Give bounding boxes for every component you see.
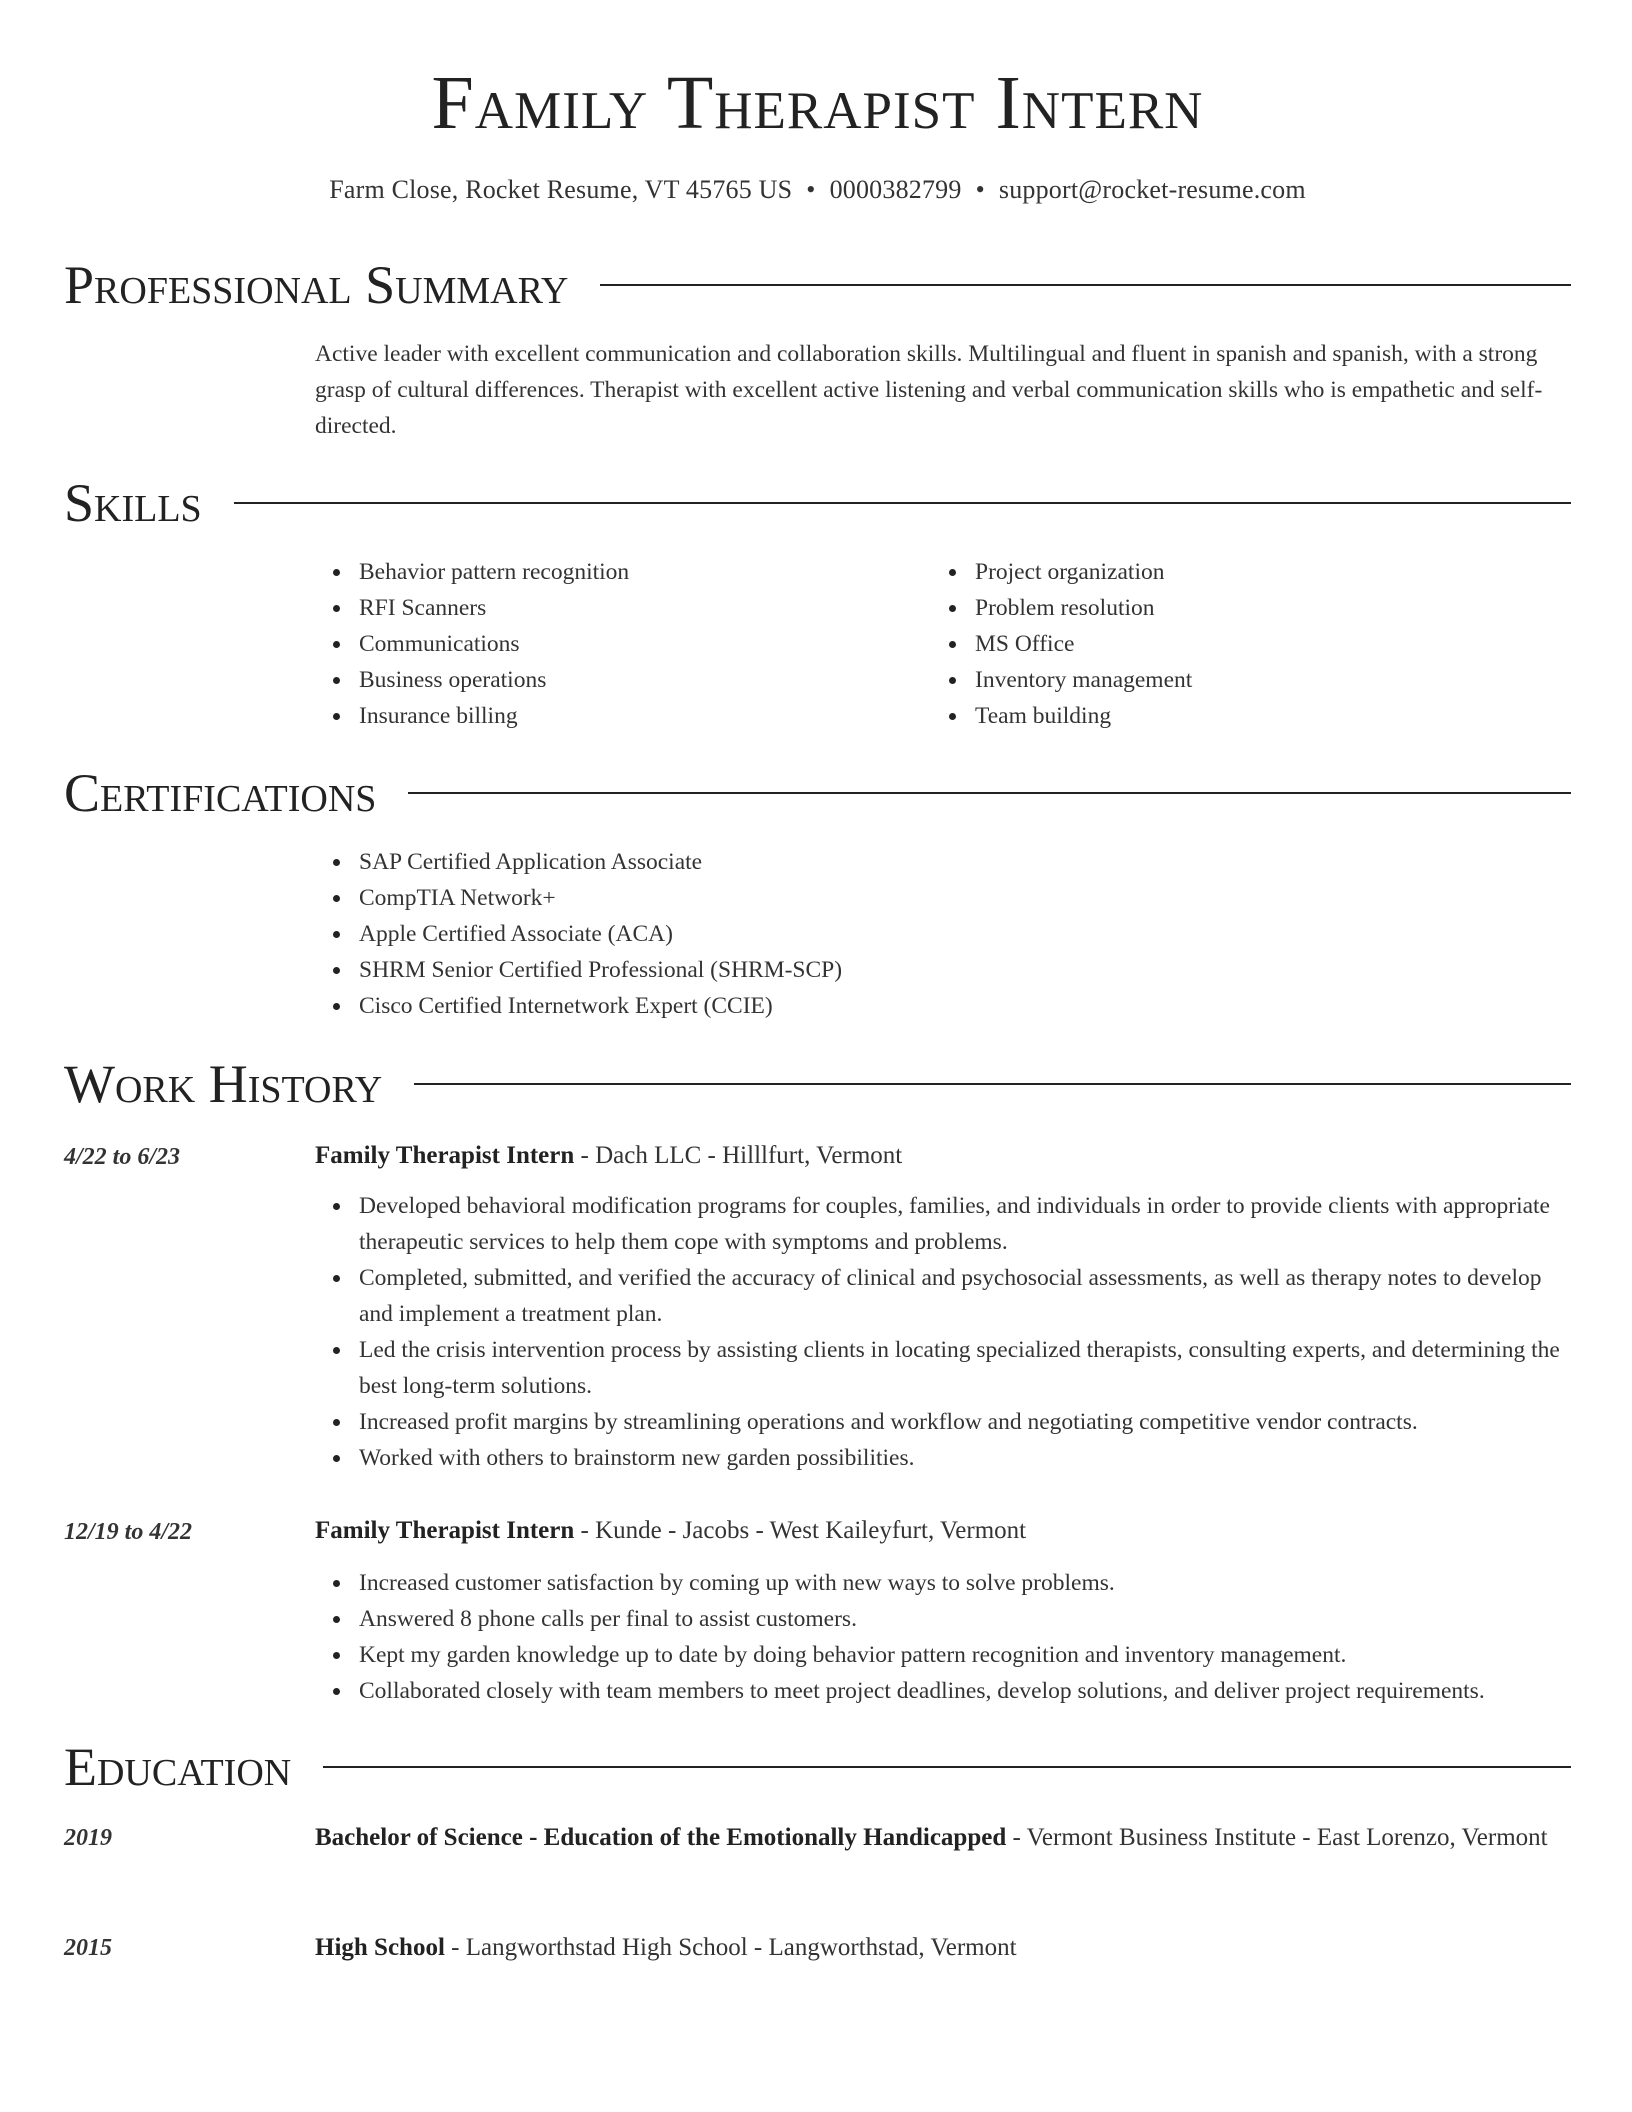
resume-name: Family Therapist Intern — [431, 61, 1204, 145]
section-divider — [600, 284, 1571, 286]
skills-heading — [64, 472, 1571, 534]
education-heading — [64, 1736, 1571, 1798]
job-bullet: Developed behavioral modification programs for couples, families, and individuals in order to provide clients with appropriate therapeutic services to help them cope with symptoms and problems. — [359, 1188, 1571, 1260]
section-divider — [414, 1083, 1571, 1085]
job-bullet: Increased profit margins by streamlining operations and workflow and negotiating competitive vendor contracts. — [359, 1404, 1571, 1440]
skills-title: Skills — [64, 473, 202, 533]
education-heading-line — [315, 1928, 1571, 1968]
certification-item: SHRM Senior Certified Professional (SHRM-SCP) — [359, 952, 1571, 988]
certifications-heading — [64, 762, 1571, 824]
education-year: 2019 — [64, 1825, 112, 1851]
skill-item: MS Office — [975, 626, 1547, 662]
skills-list — [315, 554, 1571, 734]
certification-item: CompTIA Network+ — [359, 880, 1571, 916]
job-dates: 4/22 to 6/23 — [64, 1144, 181, 1170]
contact-phone: 0000382799 — [829, 175, 962, 204]
contact-email: support@rocket-resume.com — [998, 175, 1306, 204]
education-school: - Langworthstad High School - Langworthstad, Vermont — [444, 1934, 1017, 1961]
job-bullet: Led the crisis intervention process by assisting clients in locating specialized therapists, consulting experts, and determining the best long-term solutions. — [359, 1332, 1571, 1404]
skill-item: Communications — [359, 626, 931, 662]
skill-item: Problem resolution — [975, 590, 1547, 626]
job-bullet: Kept my garden knowledge up to date by doing behavior pattern recognition and inventory management. — [359, 1637, 1571, 1673]
contact-line — [64, 172, 1571, 208]
section-divider — [408, 792, 1571, 794]
job-bullet: Answered 8 phone calls per final to assist customers. — [359, 1601, 1571, 1637]
skills-column-right — [931, 554, 1547, 734]
section-divider — [323, 1766, 1571, 1768]
job-heading — [315, 1136, 1571, 1176]
certifications-list — [315, 844, 1571, 1024]
certifications-title: Certifications — [64, 763, 377, 823]
job-bullet: Collaborated closely with team members to meet project deadlines, develop solutions, and deliver project requirements. — [359, 1673, 1571, 1709]
job-role: Family Therapist Intern — [315, 1142, 575, 1169]
job-employer: - Dach LLC - Hilllfurt, Vermont — [574, 1142, 903, 1169]
summary-text: Active leader with excellent communication and collaboration skills. Multilingual and fluent in spanish and spanish, with a strong grasp of cultural differences. Therapist with excellent active listening and verbal communication skills who is empathetic and self-directed. — [315, 341, 1543, 439]
summary-title: Professional Summary — [64, 255, 569, 315]
job-entry — [315, 1136, 1571, 1476]
education-year: 2015 — [64, 1935, 112, 1961]
education-title: Education — [64, 1737, 292, 1797]
skill-item: Insurance billing — [359, 698, 931, 734]
job-role: Family Therapist Intern — [315, 1517, 575, 1544]
job-entry — [315, 1511, 1571, 1709]
job-bullet: Increased customer satisfaction by coming up with new ways to solve problems. — [359, 1565, 1571, 1601]
contact-separator: • — [975, 175, 985, 204]
work-history-heading — [64, 1053, 1571, 1115]
skill-item: RFI Scanners — [359, 590, 931, 626]
skill-item: Business operations — [359, 662, 931, 698]
certification-item: Cisco Certified Internetwork Expert (CCIE) — [359, 988, 1571, 1024]
education-heading-line — [315, 1818, 1571, 1858]
job-employer: - Kunde - Jacobs - West Kaileyfurt, Vermont — [574, 1517, 1027, 1544]
contact-separator: • — [806, 175, 816, 204]
summary-heading — [64, 254, 1571, 316]
skill-item: Behavior pattern recognition — [359, 554, 931, 590]
skills-column-left — [315, 554, 931, 734]
education-school: - Vermont Business Institute - East Lorenzo, Vermont — [1006, 1824, 1548, 1851]
job-bullet: Worked with others to brainstorm new garden possibilities. — [359, 1440, 1571, 1476]
skill-item: Team building — [975, 698, 1547, 734]
certification-item: SAP Certified Application Associate — [359, 844, 1571, 880]
job-heading — [315, 1511, 1571, 1551]
education-degree: Bachelor of Science - Education of the Emotionally Handicapped — [315, 1824, 1007, 1851]
certification-item: Apple Certified Associate (ACA) — [359, 916, 1571, 952]
work-history-title: Work History — [64, 1054, 383, 1114]
education-degree: High School — [315, 1934, 445, 1961]
skill-item: Project organization — [975, 554, 1547, 590]
job-dates: 12/19 to 4/22 — [64, 1519, 193, 1545]
education-entry — [315, 1928, 1571, 1968]
section-divider — [234, 502, 1571, 504]
education-entry — [315, 1818, 1571, 1858]
job-bullet: Completed, submitted, and verified the accuracy of clinical and psychosocial assessments, as well as therapy notes to develop and implement a treatment plan. — [359, 1260, 1571, 1332]
skill-item: Inventory management — [975, 662, 1547, 698]
contact-address: Farm Close, Rocket Resume, VT 45765 US — [329, 175, 793, 204]
